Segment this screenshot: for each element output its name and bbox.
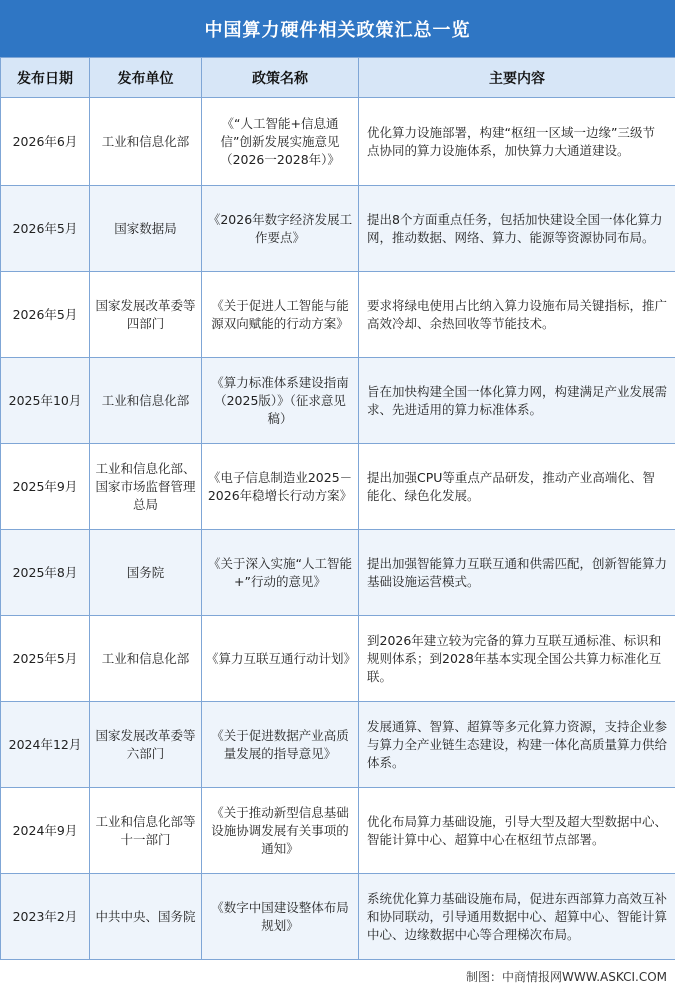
- cell-policy: 《算力互联互通行动计划》: [202, 616, 359, 702]
- cell-policy: 《关于深入实施“人工智能+”行动的意见》: [202, 530, 359, 616]
- header-unit: 发布单位: [90, 58, 202, 98]
- cell-date: 2026年5月: [1, 186, 90, 272]
- cell-unit: 工业和信息化部: [90, 358, 202, 444]
- cell-unit: 工业和信息化部: [90, 98, 202, 186]
- cell-content: 到2026年建立较为完备的算力互联互通标准、标识和规则体系；到2028年基本实现全国公共算力标准化互联。: [359, 616, 675, 702]
- table-row: [1, 186, 675, 272]
- table-row: [1, 702, 675, 788]
- cell-unit: 工业和信息化部、国家市场监督管理总局: [90, 444, 202, 530]
- table-row: [1, 444, 675, 530]
- cell-policy: 《数字中国建设整体布局规划》: [202, 874, 359, 960]
- table-row: [1, 272, 675, 358]
- cell-policy: 《算力标准体系建设指南（2025版）》（征求意见稿）: [202, 358, 359, 444]
- cell-content: 优化算力设施部署，构建“枢纽一区域一边缘”三级节点协同的算力设施体系，加快算力大通道建设。: [359, 98, 675, 186]
- cell-content: 优化布局算力基础设施，引导大型及超大型数据中心、智能计算中心、超算中心在枢纽节点部署。: [359, 788, 675, 874]
- cell-date: 2025年8月: [1, 530, 90, 616]
- cell-unit: 中共中央、国务院: [90, 874, 202, 960]
- cell-content: 提出8个方面重点任务，包括加快建设全国一体化算力网，推动数据、网络、算力、能源等资源协同布局。: [359, 186, 675, 272]
- cell-unit: 国家发展改革委等四部门: [90, 272, 202, 358]
- table-title: 中国算力硬件相关政策汇总一览: [0, 0, 675, 57]
- cell-date: 2026年6月: [1, 98, 90, 186]
- cell-content: 要求将绿电使用占比纳入算力设施布局关键指标，推广高效冷却、余热回收等节能技术。: [359, 272, 675, 358]
- cell-date: 2025年9月: [1, 444, 90, 530]
- cell-content: 提出加强智能算力互联互通和供需匹配，创新智能算力基础设施运营模式。: [359, 530, 675, 616]
- cell-unit: 国家数据局: [90, 186, 202, 272]
- table-row: [1, 530, 675, 616]
- table-row: [1, 874, 675, 960]
- cell-content: 提出加强CPU等重点产品研发，推动产业高端化、智能化、绿色化发展。: [359, 444, 675, 530]
- policy-table: [0, 57, 675, 960]
- cell-date: 2023年2月: [1, 874, 90, 960]
- cell-unit: 工业和信息化部: [90, 616, 202, 702]
- table-row: [1, 98, 675, 186]
- header-row: [1, 58, 675, 98]
- cell-content: 发展通算、智算、超算等多元化算力资源，支持企业参与算力全产业链生态建设，构建一体化高质量算力供给体系。: [359, 702, 675, 788]
- cell-date: 2026年5月: [1, 272, 90, 358]
- cell-unit: 国家发展改革委等六部门: [90, 702, 202, 788]
- cell-policy: 《2026年数字经济发展工作要点》: [202, 186, 359, 272]
- cell-policy: 《关于促进数据产业高质量发展的指导意见》: [202, 702, 359, 788]
- cell-unit: 工业和信息化部等十一部门: [90, 788, 202, 874]
- cell-policy: 《电子信息制造业2025－2026年稳增长行动方案》: [202, 444, 359, 530]
- cell-date: 2024年9月: [1, 788, 90, 874]
- header-content: 主要内容: [359, 58, 675, 98]
- cell-date: 2025年10月: [1, 358, 90, 444]
- cell-content: 系统优化算力基础设施布局，促进东西部算力高效互补和协同联动，引导通用数据中心、超算中心、智能计算中心、边缘数据中心等合理梯次布局。: [359, 874, 675, 960]
- source-credit: 制图：中商情报网WWW.ASKCI.COM: [466, 970, 667, 984]
- cell-unit: 国务院: [90, 530, 202, 616]
- table-row: [1, 358, 675, 444]
- cell-policy: 《关于推动新型信息基础设施协调发展有关事项的通知》: [202, 788, 359, 874]
- cell-date: 2024年12月: [1, 702, 90, 788]
- header-date: 发布日期: [1, 58, 90, 98]
- table-row: [1, 616, 675, 702]
- cell-content: 旨在加快构建全国一体化算力网，构建满足产业发展需求、先进适用的算力标准体系。: [359, 358, 675, 444]
- table-row: [1, 788, 675, 874]
- cell-policy: 《关于促进人工智能与能源双向赋能的行动方案》: [202, 272, 359, 358]
- header-policy: 政策名称: [202, 58, 359, 98]
- cell-date: 2025年5月: [1, 616, 90, 702]
- cell-policy: 《“人工智能+信息通信”创新发展实施意见（2026一2028年）》: [202, 98, 359, 186]
